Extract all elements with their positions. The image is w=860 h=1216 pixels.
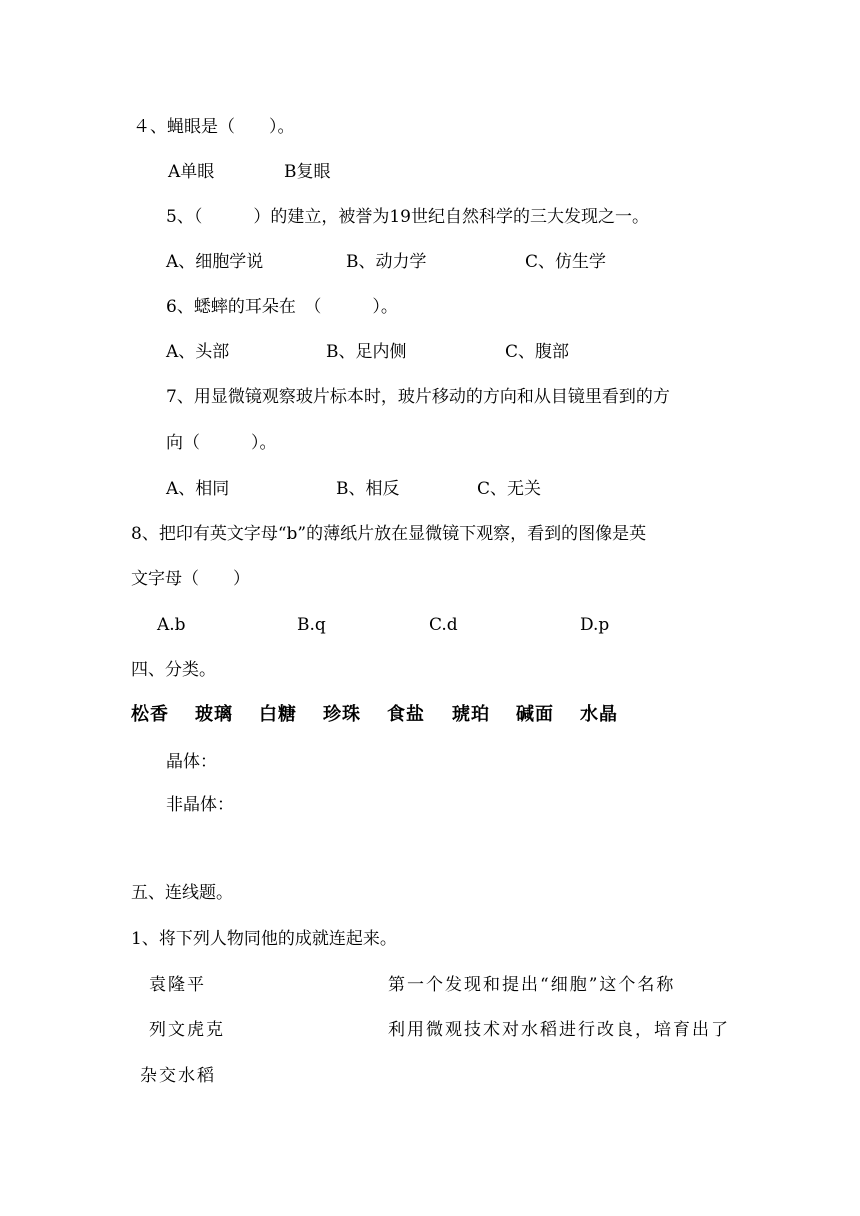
section4-heading: 四、分类。 bbox=[131, 660, 216, 680]
achievement-wrap: 杂交水稻 bbox=[140, 1066, 216, 1086]
q8-option-c: C.d bbox=[429, 615, 458, 635]
q8-stem-line1: 8、把印有英文字母“b”的薄纸片放在显微镜下观察，看到的图像是英 bbox=[131, 524, 647, 544]
classify-item: 白糖 bbox=[259, 704, 297, 725]
achievement-right: 利用微观技术对水稻进行改良，培育出了 bbox=[388, 1020, 730, 1040]
q4-option-b: B复眼 bbox=[284, 162, 331, 182]
q6-option-c: C、腹部 bbox=[505, 342, 570, 362]
classify-item: 水晶 bbox=[580, 704, 618, 725]
achievement-right: 第一个发现和提出“细胞”这个名称 bbox=[388, 975, 676, 995]
classify-item: 琥珀 bbox=[452, 704, 490, 725]
q5-option-c: C、仿生学 bbox=[525, 252, 607, 272]
q8-stem-line2: 文字母（ ） bbox=[131, 569, 250, 589]
classify-item: 玻璃 bbox=[195, 704, 233, 725]
section5-q1: 1、将下列人物同他的成就连起来。 bbox=[131, 929, 397, 949]
crystal-label: 晶体： bbox=[166, 752, 217, 772]
section5-heading: 五、连线题。 bbox=[131, 883, 233, 903]
q7-option-c: C、无关 bbox=[477, 479, 542, 499]
classify-item: 珍珠 bbox=[323, 704, 361, 725]
q4-stem: ４、蝇眼是（ ）。 bbox=[133, 117, 295, 137]
classify-item: 碱面 bbox=[516, 704, 554, 725]
q7-stem-line2: 向（ ）。 bbox=[166, 433, 277, 453]
q4-option-a: A单眼 bbox=[168, 162, 215, 182]
classify-item: 松香 bbox=[131, 704, 169, 725]
q6-option-a: A、头部 bbox=[166, 342, 230, 362]
q7-option-a: A、相同 bbox=[166, 479, 230, 499]
q7-stem-line1: 7、用显微镜观察玻片标本时，玻片移动的方向和从目镜里看到的方 bbox=[166, 387, 670, 407]
q8-option-a: A.b bbox=[157, 615, 186, 635]
person-left: 袁隆平 bbox=[149, 975, 206, 995]
q5-stem: 5、（ ）的建立，被誉为19世纪自然科学的三大发现之一。 bbox=[166, 207, 649, 227]
q5-option-a: A、细胞学说 bbox=[166, 252, 264, 272]
classify-item: 食盐 bbox=[387, 704, 425, 725]
noncrystal-label: 非晶体： bbox=[166, 795, 234, 815]
q5-option-b: B、动力学 bbox=[346, 252, 427, 272]
q8-option-b: B.q bbox=[297, 615, 326, 635]
q6-stem: 6、蟋蟀的耳朵在 （ ）。 bbox=[166, 297, 398, 317]
q6-option-b: B、足内侧 bbox=[326, 342, 407, 362]
q8-option-d: D.p bbox=[580, 615, 610, 635]
person-left: 列文虎克 bbox=[149, 1020, 225, 1040]
q7-option-b: B、相反 bbox=[336, 479, 400, 499]
